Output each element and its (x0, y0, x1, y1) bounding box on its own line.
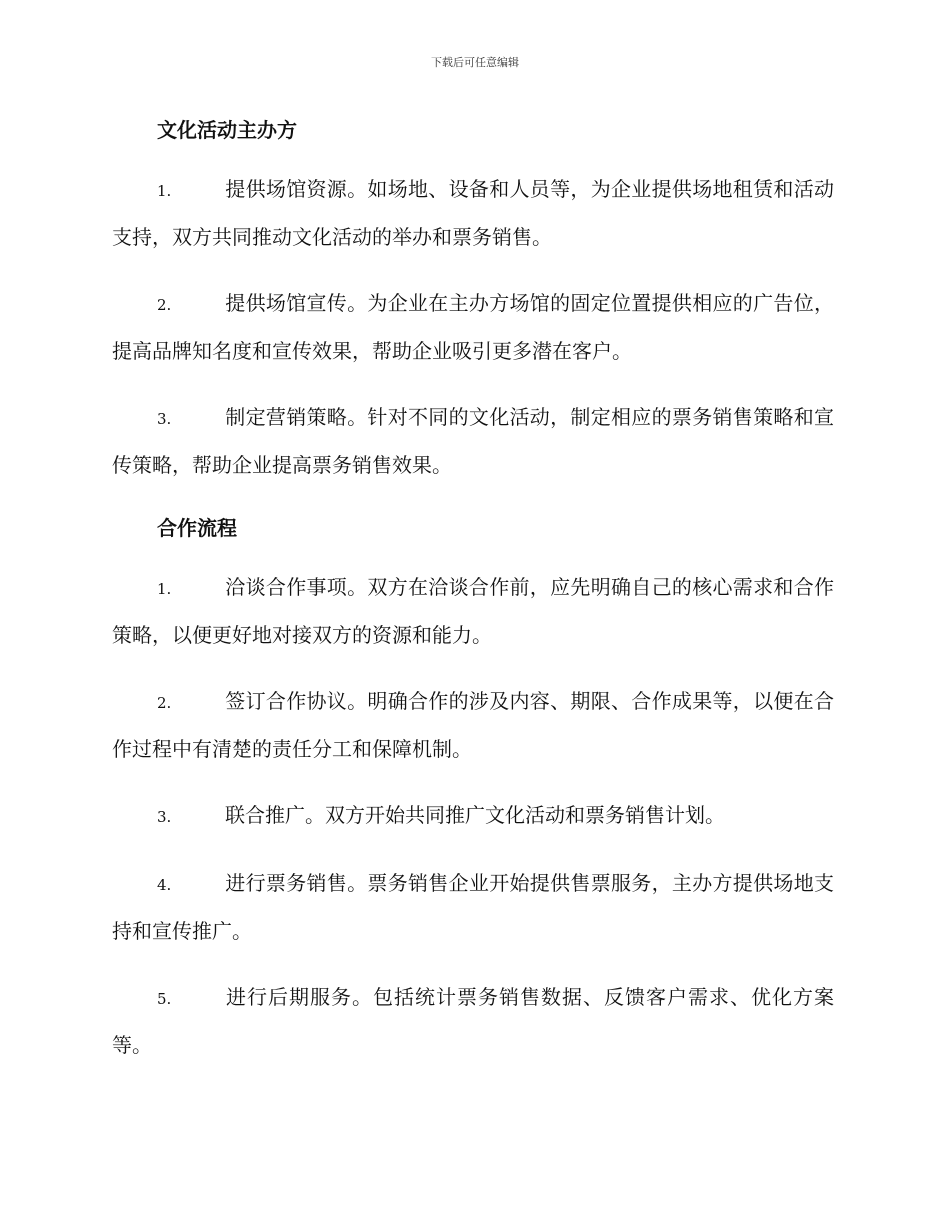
header-note: 下载后可任意编辑 (431, 56, 519, 69)
list-item (112, 974, 834, 1068)
list-item-text: 联合推广。双方开始共同推广文化活动和票务销售计划。 (225, 803, 725, 827)
list-item (112, 678, 834, 772)
list-item-text: 提供场馆宣传。为企业在主办方场馆的固定位置提供相应的广告位，提高品牌知名度和宣传效果，帮助企业吸引更多潜在客户。 (112, 291, 834, 363)
list-item-text: 洽谈合作事项。双方在洽谈合作前，应先明确自己的核心需求和合作策略，以便更好地对接双方的资源和能力。 (112, 575, 834, 647)
list-number: 2. (157, 296, 172, 314)
list-number: 3. (157, 410, 172, 428)
list-number: 5. (157, 990, 172, 1008)
section-title-process: 合作流程 (157, 516, 237, 540)
list-number: 2. (157, 694, 172, 712)
section-title-organizer: 文化活动主办方 (157, 118, 297, 142)
list-number: 3. (157, 808, 172, 826)
list-number: 1. (157, 182, 172, 200)
list-item-text: 提供场馆资源。如场地、设备和人员等，为企业提供场地租赁和活动支持，双方共同推动文化活动的举办和票务销售。 (112, 177, 834, 249)
list-item (112, 166, 834, 260)
list-item (112, 860, 834, 954)
list-item (112, 564, 834, 658)
list-item (112, 280, 834, 374)
list-item (112, 792, 834, 840)
list-number: 4. (157, 876, 172, 894)
document-body (112, 112, 834, 1088)
list-item-text: 进行票务销售。票务销售企业开始提供售票服务，主办方提供场地支持和宣传推广。 (112, 871, 834, 943)
list-item-text: 签订合作协议。明确合作的涉及内容、期限、合作成果等，以便在合作过程中有清楚的责任分工和保障机制。 (112, 689, 834, 761)
list-item-text: 制定营销策略。针对不同的文化活动，制定相应的票务销售策略和宣传策略，帮助企业提高票务销售效果。 (112, 405, 834, 477)
list-item (112, 394, 834, 488)
list-number: 1. (157, 580, 172, 598)
list-item-text: 进行后期服务。包括统计票务销售数据、反馈客户需求、优化方案等。 (112, 985, 834, 1057)
